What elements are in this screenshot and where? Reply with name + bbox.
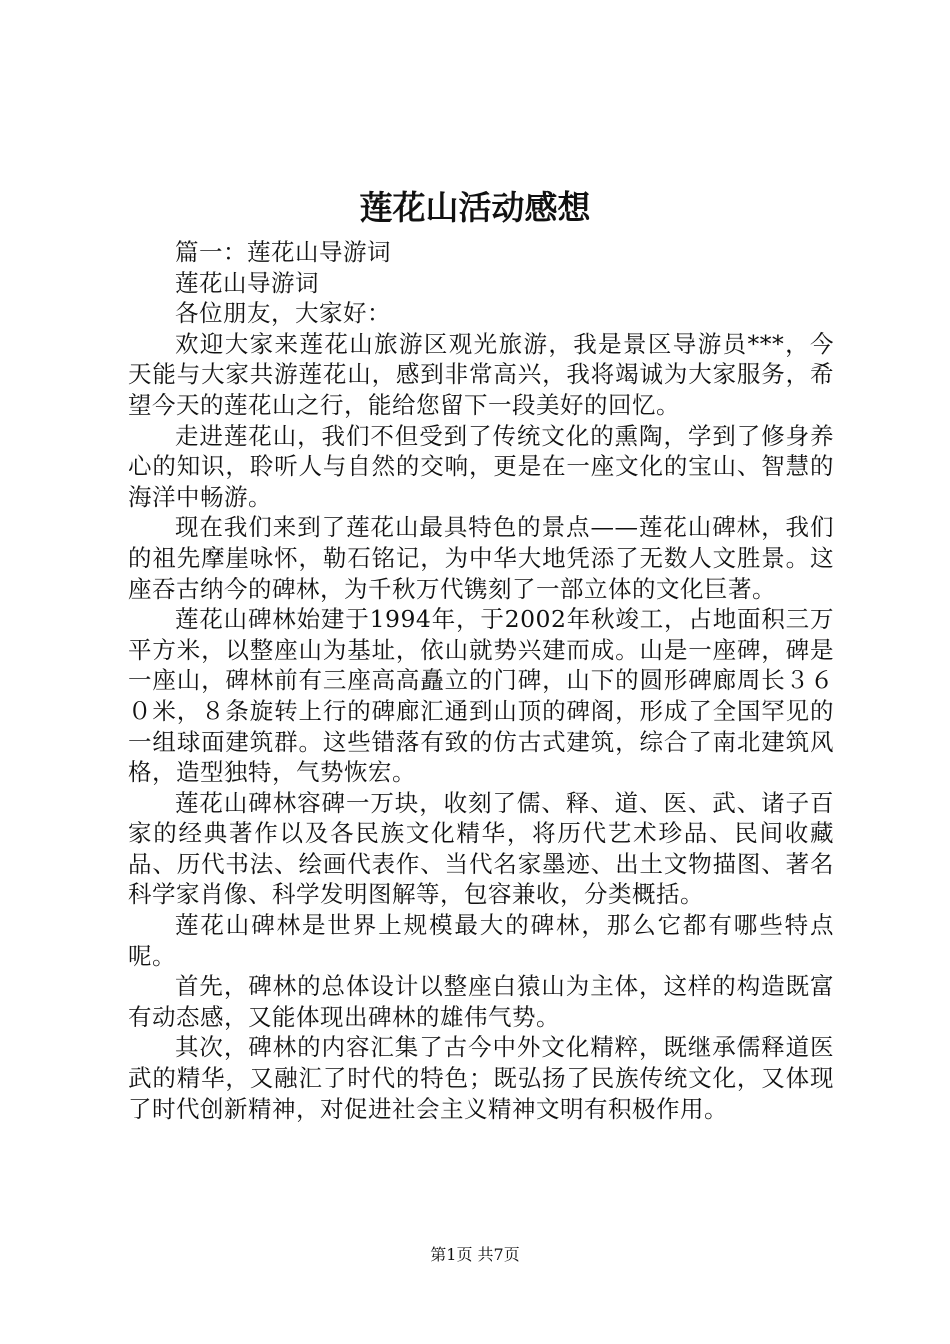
paragraph: 首先，碑林的总体设计以整座白猿山为主体，这样的构造既富有动态感，又能体现出碑林的雄伟气势。	[128, 972, 834, 1031]
paragraph: 各位朋友，大家好：	[175, 299, 391, 328]
paragraph: 莲花山导游词	[175, 268, 319, 297]
paragraph: 莲花山碑林容碑一万块，收刻了儒、释、道、医、武、诸子百家的经典著作以及各民族文化精华，将历代艺术珍品、民间收藏品、历代书法、绘画代表作、当代名家墨迹、出土文物描图、著名科学家肖像、科学发明图解等，包容兼收，分类概括。	[128, 788, 834, 909]
paragraph: 欢迎大家来莲花山旅游区观光旅游，我是景区导游员***，今天能与大家共游莲花山，感到非常高兴，我将竭诚为大家服务，希望今天的莲花山之行，能给您留下一段美好的回忆。	[128, 329, 834, 419]
paragraph: 其次，碑林的内容汇集了古今中外文化精粹，既继承儒释道医武的精华，又融汇了时代的特色；既弘扬了民族传统文化，又体现了时代创新精神，对促进社会主义精神文明有积极作用。	[128, 1033, 834, 1123]
paragraph: 篇一：莲花山导游词	[175, 238, 391, 266]
paragraph: 莲花山碑林是世界上规模最大的碑林，那么它都有哪些特点呢。	[128, 911, 834, 970]
paragraph: 走进莲花山，我们不但受到了传统文化的熏陶，学到了修身养心的知识，聆听人与自然的交响，更是在一座文化的宝山、智慧的海洋中畅游。	[128, 421, 834, 511]
page-footer: 第1页 共7页	[430, 1245, 520, 1264]
document-title: 莲花山活动感想	[359, 188, 591, 227]
paragraph: 莲花山碑林始建于1994年，于2002年秋竣工，占地面积三万平方米，以整座山为基址，依山就势兴建而成。山是一座碑，碑是一座山，碑林前有三座高高矗立的门碑，山下的圆形碑廊周长３６０米，８条旋转上行的碑廊汇通到山顶的碑阁，形成了全国罕见的一组球面建筑群。这些错落有致的仿古式建筑，综合了南北建筑风格，造型独特，气势恢宏。	[128, 605, 834, 787]
document-body	[128, 237, 834, 1124]
paragraph: 现在我们来到了莲花山最具特色的景点——莲花山碑林，我们的祖先摩崖咏怀，勒石铭记，为中华大地凭添了无数人文胜景。这座吞古纳今的碑林，为千秋万代镌刻了一部立体的文化巨著。	[128, 513, 834, 603]
